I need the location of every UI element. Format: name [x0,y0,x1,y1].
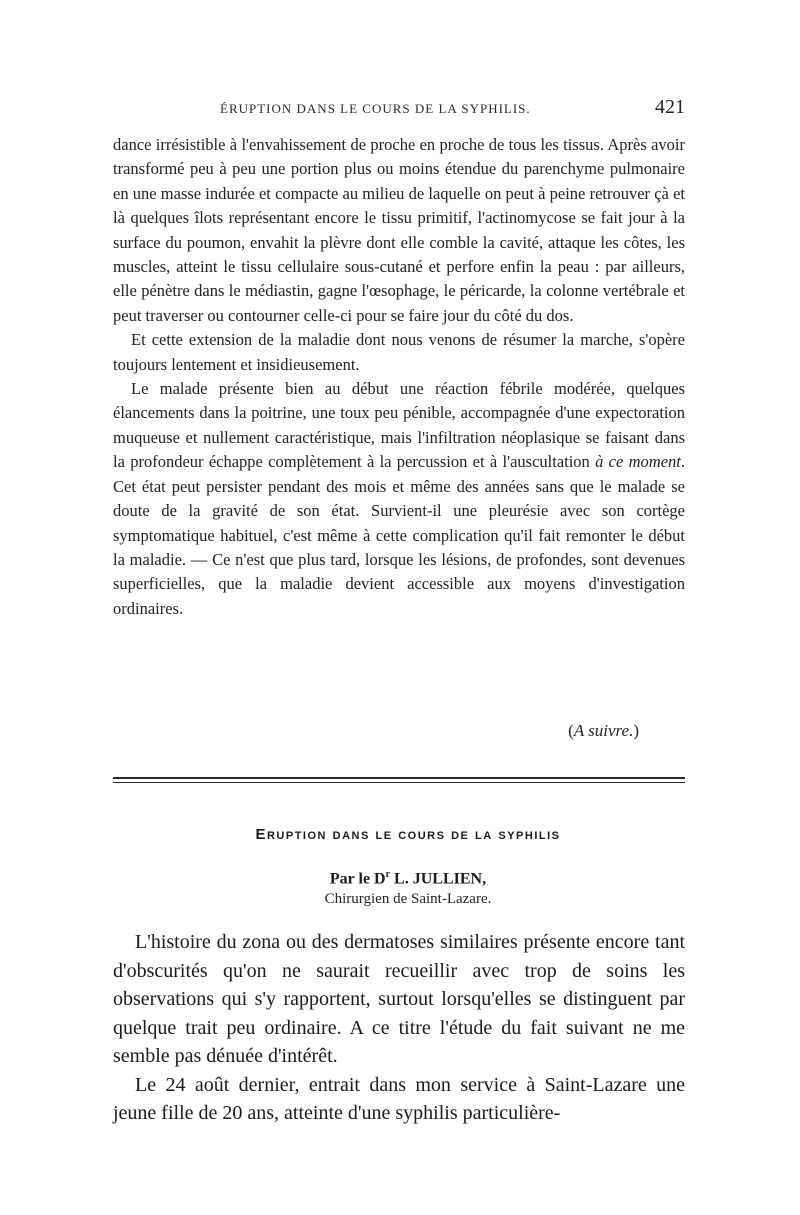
byline-name: L. JULLIEN, [390,870,487,888]
paragraph-2: Et cette extension de la maladie dont nous venons de résumer la marche, s'opère toujours lentement et insidieusement. [113,330,685,374]
to-be-continued-text: A suivre. [573,721,634,740]
running-head [113,96,685,126]
page-number: 421 [655,96,685,118]
article-title: Eruption dans le cours de la syphilis [255,826,561,843]
previous-article-text [113,133,685,621]
to-be-continued: (A suivre.) [568,721,639,740]
byline-prefix: Par le D [329,870,386,888]
paragraph-1: dance irrésistible à l'envahissement de proche en proche de tous les tissus. Après avoir transformé peu à peu une portion plus ou moins étendue du parenchyme pulmonaire en une masse indurée et compacte au milieu de laquelle on peut à peine retrouver çà et là quelques îlots représentant encore le tissu primitif, l'actinomycose se fait jour à la surface du poumon, envahit la plèvre dont elle comble la cavité, attaque les côtes, les muscles, atteint le tissu cellulaire sous-cutané et perfore enfin la peau : par ailleurs, elle pénètre dans le médiastin, gagne l'œsophage, le péricarde, la colonne vertébrale et peut traverser ou contourner celle-ci pour se faire jour du côté du dos. [113,135,685,325]
running-title: ÉRUPTION DANS LE COURS DE LA SYPHILIS. [220,101,531,116]
paragraph-3-italic: à ce moment [595,452,681,472]
paragraph-3-part-1: Le malade présente bien au début une réaction fébrile modérée, quelques élancements dans la poitrine, une toux peu pénible, accompagnée d'une expectoration muqueuse et nullement caractéristique, mais l'infiltration néoplasique se faisant dans la profondeur échappe complètement à la percussion et à l'auscultation [113,379,685,472]
article-body [113,928,685,1128]
author-affiliation: Chirurgien de Saint-Lazare. [324,891,492,907]
article-paragraph-1: L'histoire du zona ou des dermatoses similaires présente encore tant d'obscurités qu'on ne saurait recueillir avec trop de soins les observations qui s'y rapportent, surtout lorsqu'elles se distinguent par quelque trait peu ordinaire. A ce titre l'étude du fait suivant ne me semble pas dénuée d'intérêt. [113,931,685,1067]
paragraph-3-part-2: . Cet état peut persister pendant des mois et même des années sans que le malade se doute de la gravité de son état. Survient-il une pleurésie avec son cortège symptomatique habituel, c'est même à cette complication qu'il fait remonter le début la maladie. — Ce n'est que plus tard, lorsque les lésions, de profondes, sont devenues superficielles, que la maladie devient accessible aux moyens d'investigation ordinaires. [113,452,686,618]
section-divider [113,777,685,783]
byline [113,869,703,888]
paragraph-3 [113,377,685,621]
byline-sup: r [385,869,391,880]
article-paragraph-2: Le 24 août dernier, entrait dans mon service à Saint-Lazare une jeune fille de 20 ans, atteinte d'une syphilis particulière- [113,1073,685,1124]
